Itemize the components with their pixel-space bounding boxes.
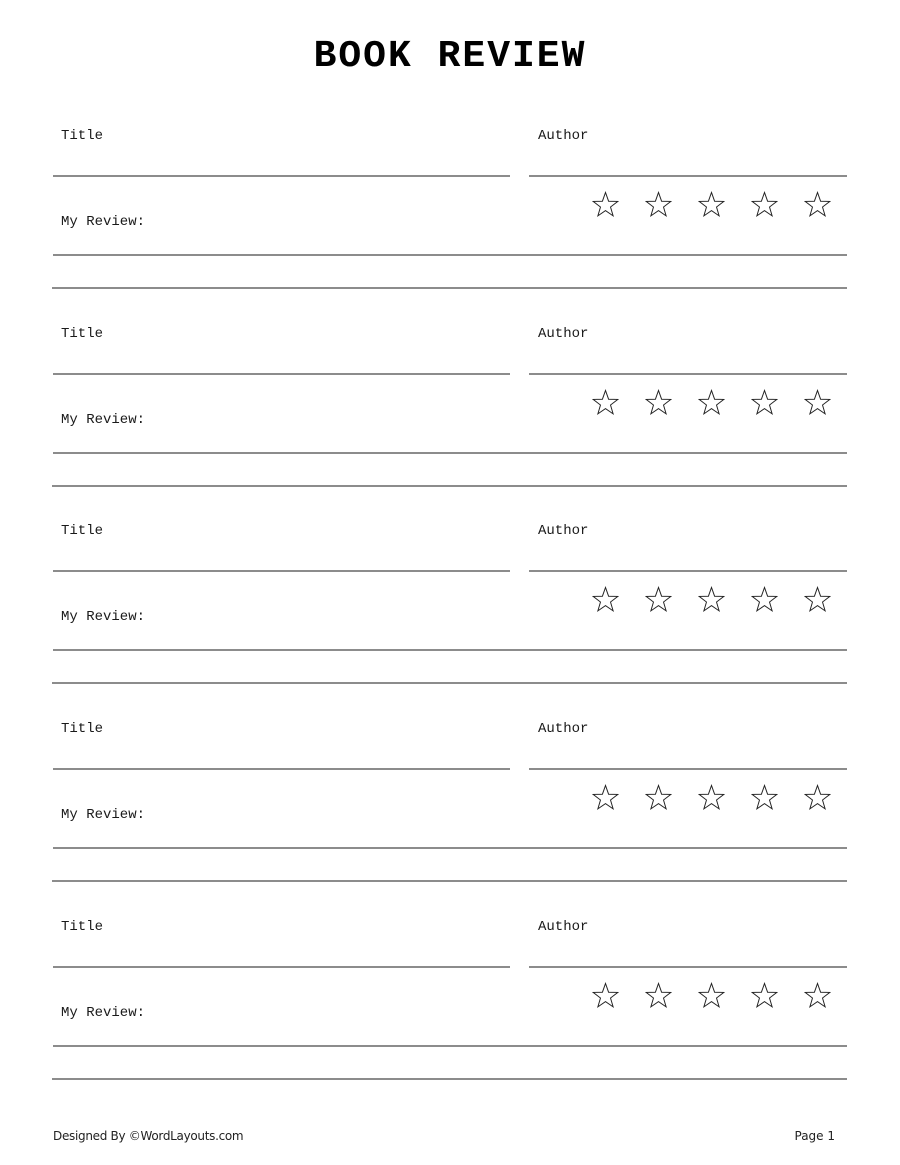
star-outline-icon[interactable] bbox=[592, 982, 619, 1009]
star-rating[interactable] bbox=[592, 191, 831, 221]
review-label: My Review: bbox=[61, 412, 146, 428]
star-outline-icon[interactable] bbox=[804, 191, 831, 218]
star-outline-icon[interactable] bbox=[698, 191, 725, 218]
review-field[interactable] bbox=[53, 254, 847, 256]
title-field[interactable] bbox=[53, 570, 510, 572]
star-rating[interactable] bbox=[592, 784, 831, 814]
author-label: Author bbox=[538, 523, 589, 539]
star-outline-icon[interactable] bbox=[592, 586, 619, 613]
page-number: Page 1 bbox=[794, 1129, 835, 1143]
entry-divider bbox=[52, 287, 847, 289]
title-label: Title bbox=[61, 128, 104, 144]
author-field[interactable] bbox=[529, 768, 847, 770]
star-outline-icon[interactable] bbox=[645, 784, 672, 811]
star-outline-icon[interactable] bbox=[804, 586, 831, 613]
star-outline-icon[interactable] bbox=[592, 191, 619, 218]
author-field[interactable] bbox=[529, 373, 847, 375]
review-field[interactable] bbox=[53, 847, 847, 849]
title-field[interactable] bbox=[53, 373, 510, 375]
title-label: Title bbox=[61, 721, 104, 737]
star-outline-icon[interactable] bbox=[751, 389, 778, 416]
star-outline-icon[interactable] bbox=[751, 191, 778, 218]
star-outline-icon[interactable] bbox=[751, 784, 778, 811]
title-field[interactable] bbox=[53, 768, 510, 770]
review-label: My Review: bbox=[61, 214, 146, 230]
star-outline-icon[interactable] bbox=[645, 191, 672, 218]
star-outline-icon[interactable] bbox=[592, 784, 619, 811]
author-label: Author bbox=[538, 326, 589, 342]
star-outline-icon[interactable] bbox=[698, 389, 725, 416]
star-outline-icon[interactable] bbox=[592, 389, 619, 416]
star-rating[interactable] bbox=[592, 586, 831, 616]
author-label: Author bbox=[538, 721, 589, 737]
author-field[interactable] bbox=[529, 175, 847, 177]
star-outline-icon[interactable] bbox=[645, 389, 672, 416]
star-outline-icon[interactable] bbox=[698, 982, 725, 1009]
review-entry-1 bbox=[0, 127, 900, 325]
entry-divider bbox=[52, 880, 847, 882]
star-outline-icon[interactable] bbox=[751, 586, 778, 613]
title-label: Title bbox=[61, 523, 104, 539]
review-field[interactable] bbox=[53, 649, 847, 651]
star-outline-icon[interactable] bbox=[804, 982, 831, 1009]
entry-divider bbox=[52, 1078, 847, 1080]
review-entry-2 bbox=[0, 325, 900, 523]
star-rating[interactable] bbox=[592, 389, 831, 419]
title-field[interactable] bbox=[53, 966, 510, 968]
review-entry-3 bbox=[0, 522, 900, 720]
star-outline-icon[interactable] bbox=[804, 389, 831, 416]
author-label: Author bbox=[538, 919, 589, 935]
title-field[interactable] bbox=[53, 175, 510, 177]
review-field[interactable] bbox=[53, 452, 847, 454]
review-label: My Review: bbox=[61, 609, 146, 625]
star-outline-icon[interactable] bbox=[645, 586, 672, 613]
designer-credit: Designed By ©WordLayouts.com bbox=[53, 1129, 244, 1143]
author-label: Author bbox=[538, 128, 589, 144]
page-title: BOOK REVIEW bbox=[313, 35, 587, 78]
star-outline-icon[interactable] bbox=[698, 586, 725, 613]
review-entry-5 bbox=[0, 918, 900, 1116]
star-rating[interactable] bbox=[592, 982, 831, 1012]
title-label: Title bbox=[61, 919, 104, 935]
title-label: Title bbox=[61, 326, 104, 342]
review-entry-4 bbox=[0, 720, 900, 918]
review-field[interactable] bbox=[53, 1045, 847, 1047]
star-outline-icon[interactable] bbox=[698, 784, 725, 811]
star-outline-icon[interactable] bbox=[751, 982, 778, 1009]
author-field[interactable] bbox=[529, 570, 847, 572]
star-outline-icon[interactable] bbox=[804, 784, 831, 811]
review-label: My Review: bbox=[61, 807, 146, 823]
page-footer bbox=[53, 1129, 835, 1147]
author-field[interactable] bbox=[529, 966, 847, 968]
entry-divider bbox=[52, 682, 847, 684]
review-label: My Review: bbox=[61, 1005, 146, 1021]
star-outline-icon[interactable] bbox=[645, 982, 672, 1009]
entry-divider bbox=[52, 485, 847, 487]
